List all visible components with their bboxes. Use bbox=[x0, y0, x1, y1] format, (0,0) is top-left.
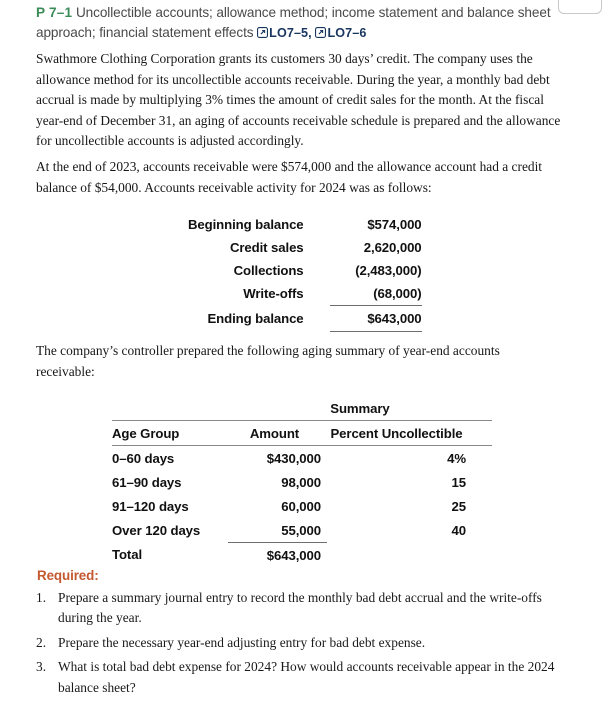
table-row bbox=[188, 282, 422, 306]
problem-title-line1: Uncollectible accounts; allowance method; income statement and bbox=[75, 5, 464, 20]
table-row bbox=[188, 213, 422, 236]
column-header-amount: Amount bbox=[228, 421, 327, 446]
problem-heading bbox=[36, 3, 556, 43]
external-link-icon bbox=[257, 27, 268, 38]
top-right-corner-box bbox=[558, 0, 602, 14]
summary-age-4: Total bbox=[112, 547, 143, 563]
table-row bbox=[112, 470, 492, 494]
required-list bbox=[36, 588, 576, 702]
paragraph-controller: The company’s controller prepared the following aging summary of year-end accounts receivable: bbox=[36, 343, 500, 379]
required-number-3: 3. bbox=[36, 659, 47, 675]
table-row bbox=[112, 494, 492, 518]
required-label: Required: bbox=[37, 568, 99, 583]
list-item bbox=[36, 588, 576, 629]
activity-label-3: Write-offs bbox=[243, 286, 304, 302]
summary-age-1: 61–90 days bbox=[112, 474, 182, 490]
column-header-percent: Percent Uncollectible bbox=[327, 421, 492, 446]
activity-value-3: (68,000) bbox=[373, 286, 422, 301]
summary-title: Summary bbox=[330, 400, 390, 416]
aging-summary-table bbox=[112, 396, 492, 567]
required-text-1: Prepare a summary journal entry to record the monthly bad debt accrual and the write-offs during the year. bbox=[58, 590, 542, 626]
summary-age-2: 91–120 days bbox=[112, 498, 189, 514]
table-row-total bbox=[112, 543, 492, 568]
paragraph-intro: Swathmore Clothing Corporation grants its customers 30 days’ credit. The company uses the allowance method for its uncollectible accounts receivable. During the year, a monthly bad debt accrual is made by multiplying 3% times the amount of credit sales for the month. At the fiscal year-end of December 31, an aging of accounts receivable schedule is prepared and the allowance for uncollectible accounts is adjusted accordingly. bbox=[36, 51, 561, 149]
summary-amount-2: 60,000 bbox=[281, 498, 322, 514]
summary-age-3: Over 120 days bbox=[112, 522, 201, 538]
activity-value-4: $643,000 bbox=[330, 306, 422, 332]
table-row-total bbox=[188, 306, 422, 332]
summary-percent-1: 15 bbox=[451, 474, 466, 490]
activity-value-2: (2,483,000) bbox=[355, 263, 422, 278]
summary-amount-3: 55,000 bbox=[228, 518, 327, 543]
lo-label-2: LO7–6 bbox=[327, 25, 367, 40]
activity-value-1: 2,620,000 bbox=[363, 240, 422, 255]
aging-summary-section bbox=[112, 396, 492, 567]
activity-label-0: Beginning balance bbox=[188, 217, 304, 232]
list-item bbox=[36, 657, 576, 698]
problem-number: P 7–1 bbox=[36, 5, 73, 20]
summary-amount-0: $430,000 bbox=[266, 450, 322, 466]
summary-percent-3: 40 bbox=[451, 522, 466, 538]
summary-title-row bbox=[112, 396, 492, 421]
summary-amount-4: $643,000 bbox=[266, 547, 322, 563]
summary-percent-0: 4% bbox=[447, 450, 466, 466]
activity-label-1: Credit sales bbox=[229, 240, 304, 255]
summary-percent-2: 25 bbox=[451, 498, 466, 514]
activity-value-0: $574,000 bbox=[367, 217, 422, 232]
summary-amount-1: 98,000 bbox=[281, 474, 322, 490]
paragraph-balances: At the end of 2023, accounts receivable were $574,000 and the allowance account had a credit balance of $54,000. Accounts receivable activity for 2024 was as follows: bbox=[36, 159, 543, 195]
summary-percent-4 bbox=[327, 543, 492, 568]
required-number-2: 2. bbox=[36, 634, 47, 650]
table-row bbox=[112, 518, 492, 543]
lo-label-1: LO7–5, bbox=[269, 25, 312, 40]
lo-link-1[interactable] bbox=[257, 26, 312, 40]
problem-title-line2: balance sheet approach; financial statement effects bbox=[36, 5, 551, 40]
lo-link-2[interactable] bbox=[315, 26, 366, 40]
column-header-age-group: Age Group bbox=[112, 421, 228, 446]
summary-header-row bbox=[112, 421, 492, 446]
list-item bbox=[36, 633, 576, 653]
summary-age-0: 0–60 days bbox=[112, 450, 175, 466]
activity-label-2: Collections bbox=[233, 263, 304, 278]
required-text-2: Prepare the necessary year-end adjusting entry for bad debt expense. bbox=[58, 634, 426, 650]
activity-label-4: Ending balance bbox=[207, 311, 304, 326]
table-row bbox=[188, 236, 422, 259]
accounts-receivable-activity-table bbox=[188, 213, 422, 332]
table-row bbox=[188, 259, 422, 282]
external-link-icon bbox=[315, 27, 326, 38]
required-text-3: What is total bad debt expense for 2024? How would accounts receivable appear in the 2024 balance sheet? bbox=[58, 659, 555, 695]
required-number-1: 1. bbox=[36, 590, 47, 605]
table-row bbox=[112, 446, 492, 471]
